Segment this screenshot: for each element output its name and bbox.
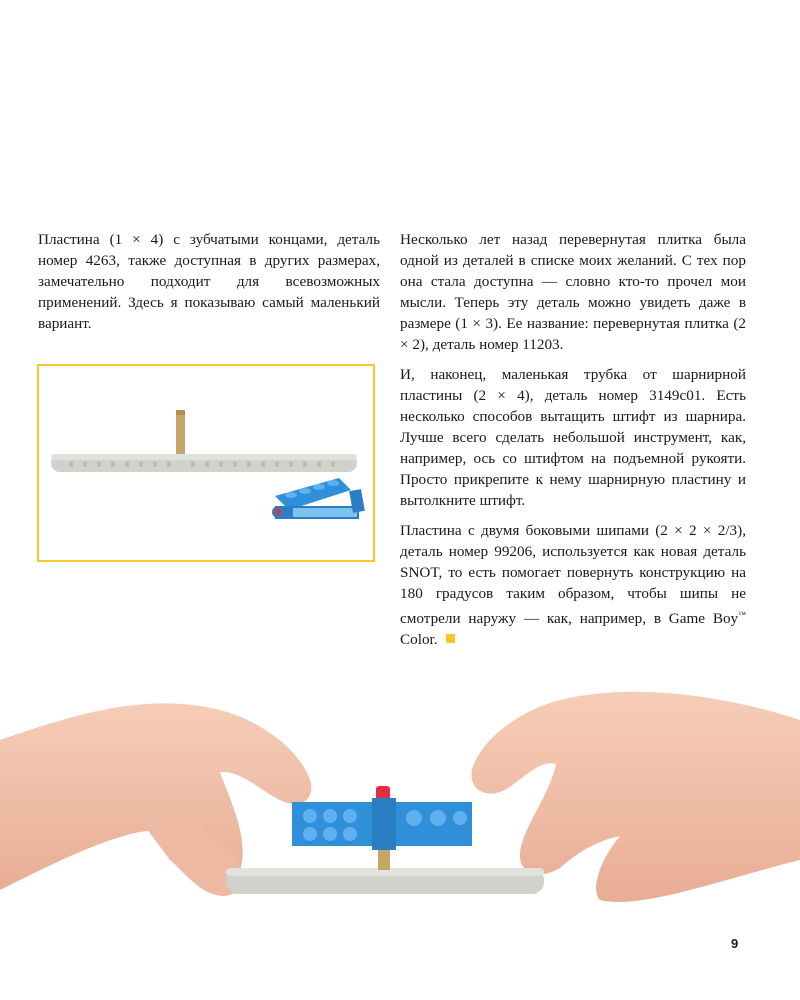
paragraph-side-studs-plate — [400, 520, 746, 650]
section-end-square-icon — [446, 634, 455, 643]
paragraph-inverted-tile: Несколько лет назад перевернутая плитка была одной из деталей в списке моих желаний. С тех пор она стала доступна — словно кто-то прочел мои мысли. Теперь эту деталь можно увидеть даже в размере (1 × 3). Ее название: перевернутая плитка (2 × 2), деталь номер 11203. — [400, 231, 746, 353]
paragraph-side-studs-end: Color. — [400, 631, 438, 648]
right-text-column — [400, 229, 746, 659]
trademark-symbol: ™ — [738, 610, 746, 619]
paragraph-side-studs-text: Пластина с двумя боковыми шипами (2 × 2 × 2/3), деталь номер 99206, используется как новая деталь SNOT, то есть помогает повернуть конструкцию на 180 градусов таким образом, чтобы шипы не смотрели наружу — как, например, в Game Boy — [400, 522, 746, 627]
paragraph-hinge-tube: И, наконец, маленькая трубка от шарнирной пластины (2 × 4), деталь номер 3149c01. Есть несколько способов вытащить штифт из шарнира. Лучше всего сделать небольшой инструмент, как, например, ось со штифтом на подъемной рукояти. Просто прикрепите к нему шарнирную пластину и вытолкните штифт. — [400, 366, 746, 509]
gray-plate-in-hands — [226, 868, 544, 894]
page-number: 9 — [731, 936, 739, 951]
blue-hinge-plate — [272, 478, 365, 519]
lego-parts-illustration — [39, 366, 373, 560]
paragraph-tooth-plate: Пластина (1 × 4) с зубчатыми концами, деталь номер 4263, также доступная в других размерах, замечательно подходит для всевозможных применений. Здесь я показываю самый маленький вариант. — [38, 231, 380, 332]
left-hand — [0, 703, 311, 896]
hands-holding-lego-photo — [0, 660, 800, 930]
hands-illustration — [0, 660, 800, 930]
blue-hinge-plates-in-hands — [292, 798, 472, 850]
lego-parts-figure — [37, 364, 375, 562]
gray-plate-with-toothed-ends — [51, 454, 357, 472]
left-text-column — [38, 229, 380, 343]
